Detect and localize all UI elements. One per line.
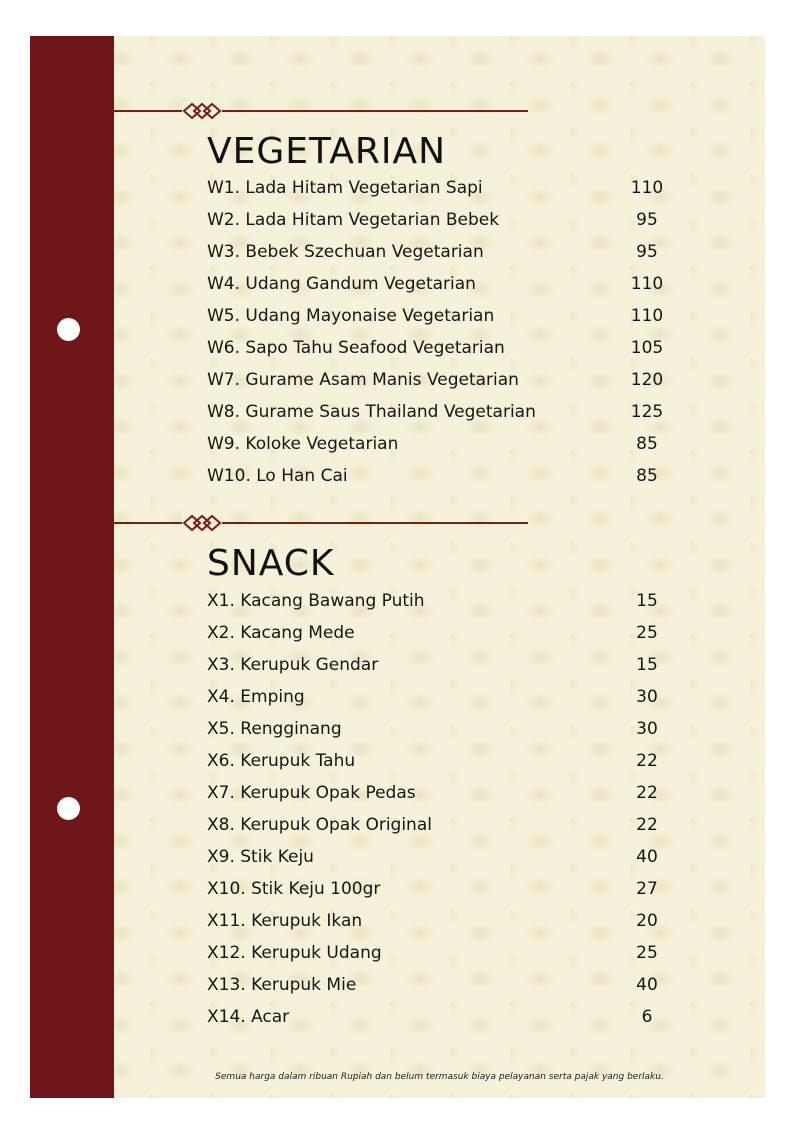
binder-hole-top: [57, 318, 80, 341]
item-price: 25: [636, 623, 658, 643]
item-name: X4. Emping: [207, 687, 305, 707]
menu-item: [207, 460, 677, 492]
menu-item: [207, 428, 677, 460]
item-price: 15: [636, 591, 658, 611]
menu-item: [207, 713, 677, 745]
section-title-snack: SNACK: [207, 543, 335, 584]
menu-item: [207, 236, 677, 268]
item-price: 110: [630, 178, 664, 198]
menu-item: [207, 396, 677, 428]
item-name: W6. Sapo Tahu Seafood Vegetarian: [207, 338, 505, 358]
menu-item: [207, 364, 677, 396]
menu-item: [207, 332, 677, 364]
menu-item: [207, 681, 677, 713]
item-price: 30: [636, 719, 658, 739]
menu-item: [207, 617, 677, 649]
item-price: 40: [636, 847, 658, 867]
vegetarian-item-list: [207, 172, 677, 492]
item-name: X6. Kerupuk Tahu: [207, 751, 356, 771]
item-price: 22: [636, 815, 658, 835]
menu-item: [207, 1001, 677, 1033]
item-name: X9. Stik Keju: [207, 847, 314, 867]
item-name: X13. Kerupuk Mie: [207, 975, 357, 995]
menu-item: [207, 905, 677, 937]
menu-item: [207, 937, 677, 969]
menu-item: [207, 649, 677, 681]
item-name: W4. Udang Gandum Vegetarian: [207, 274, 476, 294]
item-name: W8. Gurame Saus Thailand Vegetarian: [207, 402, 536, 422]
section-divider-snack: [114, 522, 528, 524]
item-price: 125: [630, 402, 664, 422]
item-price: 95: [636, 210, 658, 230]
snack-item-list: [207, 585, 677, 1033]
item-name: W3. Bebek Szechuan Vegetarian: [207, 242, 484, 262]
menu-item: [207, 873, 677, 905]
item-name: X2. Kacang Mede: [207, 623, 355, 643]
section-divider-vegetarian: [114, 110, 528, 112]
menu-item: [207, 745, 677, 777]
item-price: 15: [636, 655, 658, 675]
item-price: 6: [641, 1007, 653, 1027]
item-price: 27: [636, 879, 658, 899]
item-price: 25: [636, 943, 658, 963]
item-name: W10. Lo Han Cai: [207, 466, 348, 486]
binder-hole-bottom: [57, 797, 80, 820]
item-price: 105: [630, 338, 664, 358]
item-price: 110: [630, 306, 664, 326]
item-name: X5. Rengginang: [207, 719, 342, 739]
item-name: X1. Kacang Bawang Putih: [207, 591, 425, 611]
binding-spine: [30, 36, 114, 1098]
menu-item: [207, 777, 677, 809]
item-name: X7. Kerupuk Opak Pedas: [207, 783, 416, 803]
item-price: 20: [636, 911, 658, 931]
item-price: 22: [636, 751, 658, 771]
item-name: X11. Kerupuk Ikan: [207, 911, 363, 931]
menu-item: [207, 585, 677, 617]
item-name: W9. Koloke Vegetarian: [207, 434, 399, 454]
item-price: 85: [636, 434, 658, 454]
diamond-knot-ornament-icon: [182, 101, 222, 121]
item-name: W5. Udang Mayonaise Vegetarian: [207, 306, 495, 326]
item-price: 120: [630, 370, 664, 390]
item-price: 40: [636, 975, 658, 995]
menu-item: [207, 204, 677, 236]
item-name: X10. Stik Keju 100gr: [207, 879, 381, 899]
menu-item: [207, 841, 677, 873]
item-price: 30: [636, 687, 658, 707]
item-name: X14. Acar: [207, 1007, 290, 1027]
diamond-knot-ornament-icon: [182, 513, 222, 533]
item-price: 85: [636, 466, 658, 486]
menu-item: [207, 809, 677, 841]
item-name: X12. Kerupuk Udang: [207, 943, 382, 963]
menu-item: [207, 172, 677, 204]
menu-item: [207, 300, 677, 332]
item-name: W2. Lada Hitam Vegetarian Bebek: [207, 210, 500, 230]
menu-item: [207, 969, 677, 1001]
item-name: X3. Kerupuk Gendar: [207, 655, 379, 675]
price-footnote: Semua harga dalam ribuan Rupiah dan belum termasuk biaya pelayanan serta pajak yang berlaku.: [215, 1072, 664, 1082]
item-price: 22: [636, 783, 658, 803]
item-price: 110: [630, 274, 664, 294]
menu-item: [207, 268, 677, 300]
item-name: W1. Lada Hitam Vegetarian Sapi: [207, 178, 483, 198]
section-title-vegetarian: VEGETARIAN: [207, 131, 447, 172]
item-name: W7. Gurame Asam Manis Vegetarian: [207, 370, 519, 390]
item-name: X8. Kerupuk Opak Original: [207, 815, 432, 835]
item-price: 95: [636, 242, 658, 262]
